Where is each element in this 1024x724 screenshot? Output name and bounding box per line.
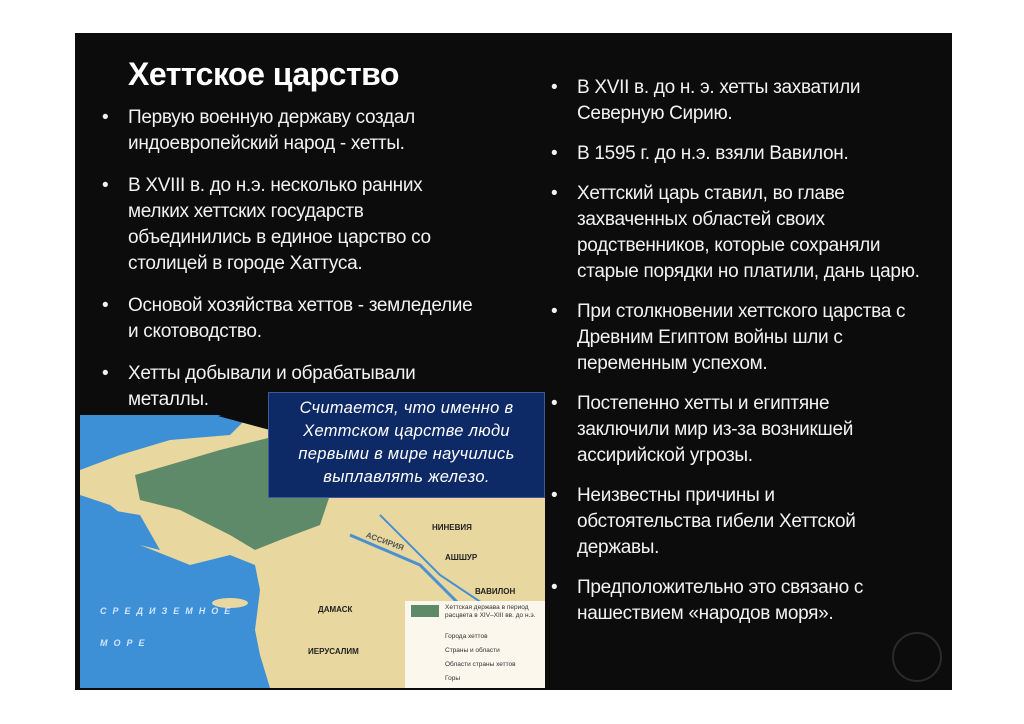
map-city: АШШУР — [445, 553, 478, 562]
bullet-item: • В 1595 г. до н.э. взяли Вавилон. — [577, 141, 932, 167]
right-bullet-list — [577, 75, 932, 627]
bullet-item: • Предположительно это связано с нашествием «народов моря». — [577, 575, 887, 627]
legend-item: Города хеттов — [445, 633, 488, 640]
legend-item: Хеттская держава в период расцвета в XIV–XIII вв. до н.э. — [445, 604, 536, 619]
map-city: ИЕРУСАЛИМ — [308, 647, 359, 656]
map-sea: СРЕДИЗЕМНОЕ МОРЕ — [100, 606, 237, 648]
map-city: НИНЕВИЯ — [432, 523, 472, 532]
bullet-item: • В XVII в. до н. э. хетты захватили Северную Сирию. — [577, 75, 932, 127]
bullet-item: • Основой хозяйства хеттов - земледелие и скотоводство. — [128, 293, 478, 345]
legend-item: Области страны хеттов — [445, 661, 516, 668]
bullet-item: • Неизвестны причины и обстоятельства гибели Хеттской державы. — [577, 483, 887, 561]
bullet-item: • Хетты добывали и обрабатывали металлы. — [128, 361, 448, 413]
callout-tail — [218, 402, 270, 430]
map-city: ВАВИЛОН — [475, 587, 516, 596]
slide-title: Хеттское царство — [128, 56, 399, 92]
map-city: ДАМАСК — [318, 605, 353, 614]
bullet-item: • При столкновении хеттского царства с Древним Египтом войны шли с переменным успехом. — [577, 299, 932, 377]
callout-box: Считается, что именно в Хеттском царстве люди первыми в мире научились выплавлять железо. — [268, 392, 545, 498]
map-legend — [405, 601, 545, 688]
bullet-item: • Хеттский царь ставил, во главе захваченных областей своих родственников, которые сохраняли старые порядки но платили, дань царю. — [577, 181, 922, 285]
map-region: АССИРИЯ — [364, 530, 406, 553]
bullet-item: • Первую военную державу создал индоевропейский народ - хетты. — [128, 105, 478, 157]
left-bullet-list — [128, 105, 478, 413]
watermark-logo-icon — [892, 632, 942, 682]
bullet-item: • Постепенно хетты и египтяне заключили мир из-за возникшей ассирийской угрозы. — [577, 391, 897, 469]
bullet-item: • В XVIII в. до н.э. несколько ранних мелких хеттских государств объединились в единое царство со столицей в городе Хаттуса. — [128, 173, 478, 277]
legend-item: Страны и области — [445, 647, 500, 654]
legend-item: Горы — [445, 675, 460, 682]
